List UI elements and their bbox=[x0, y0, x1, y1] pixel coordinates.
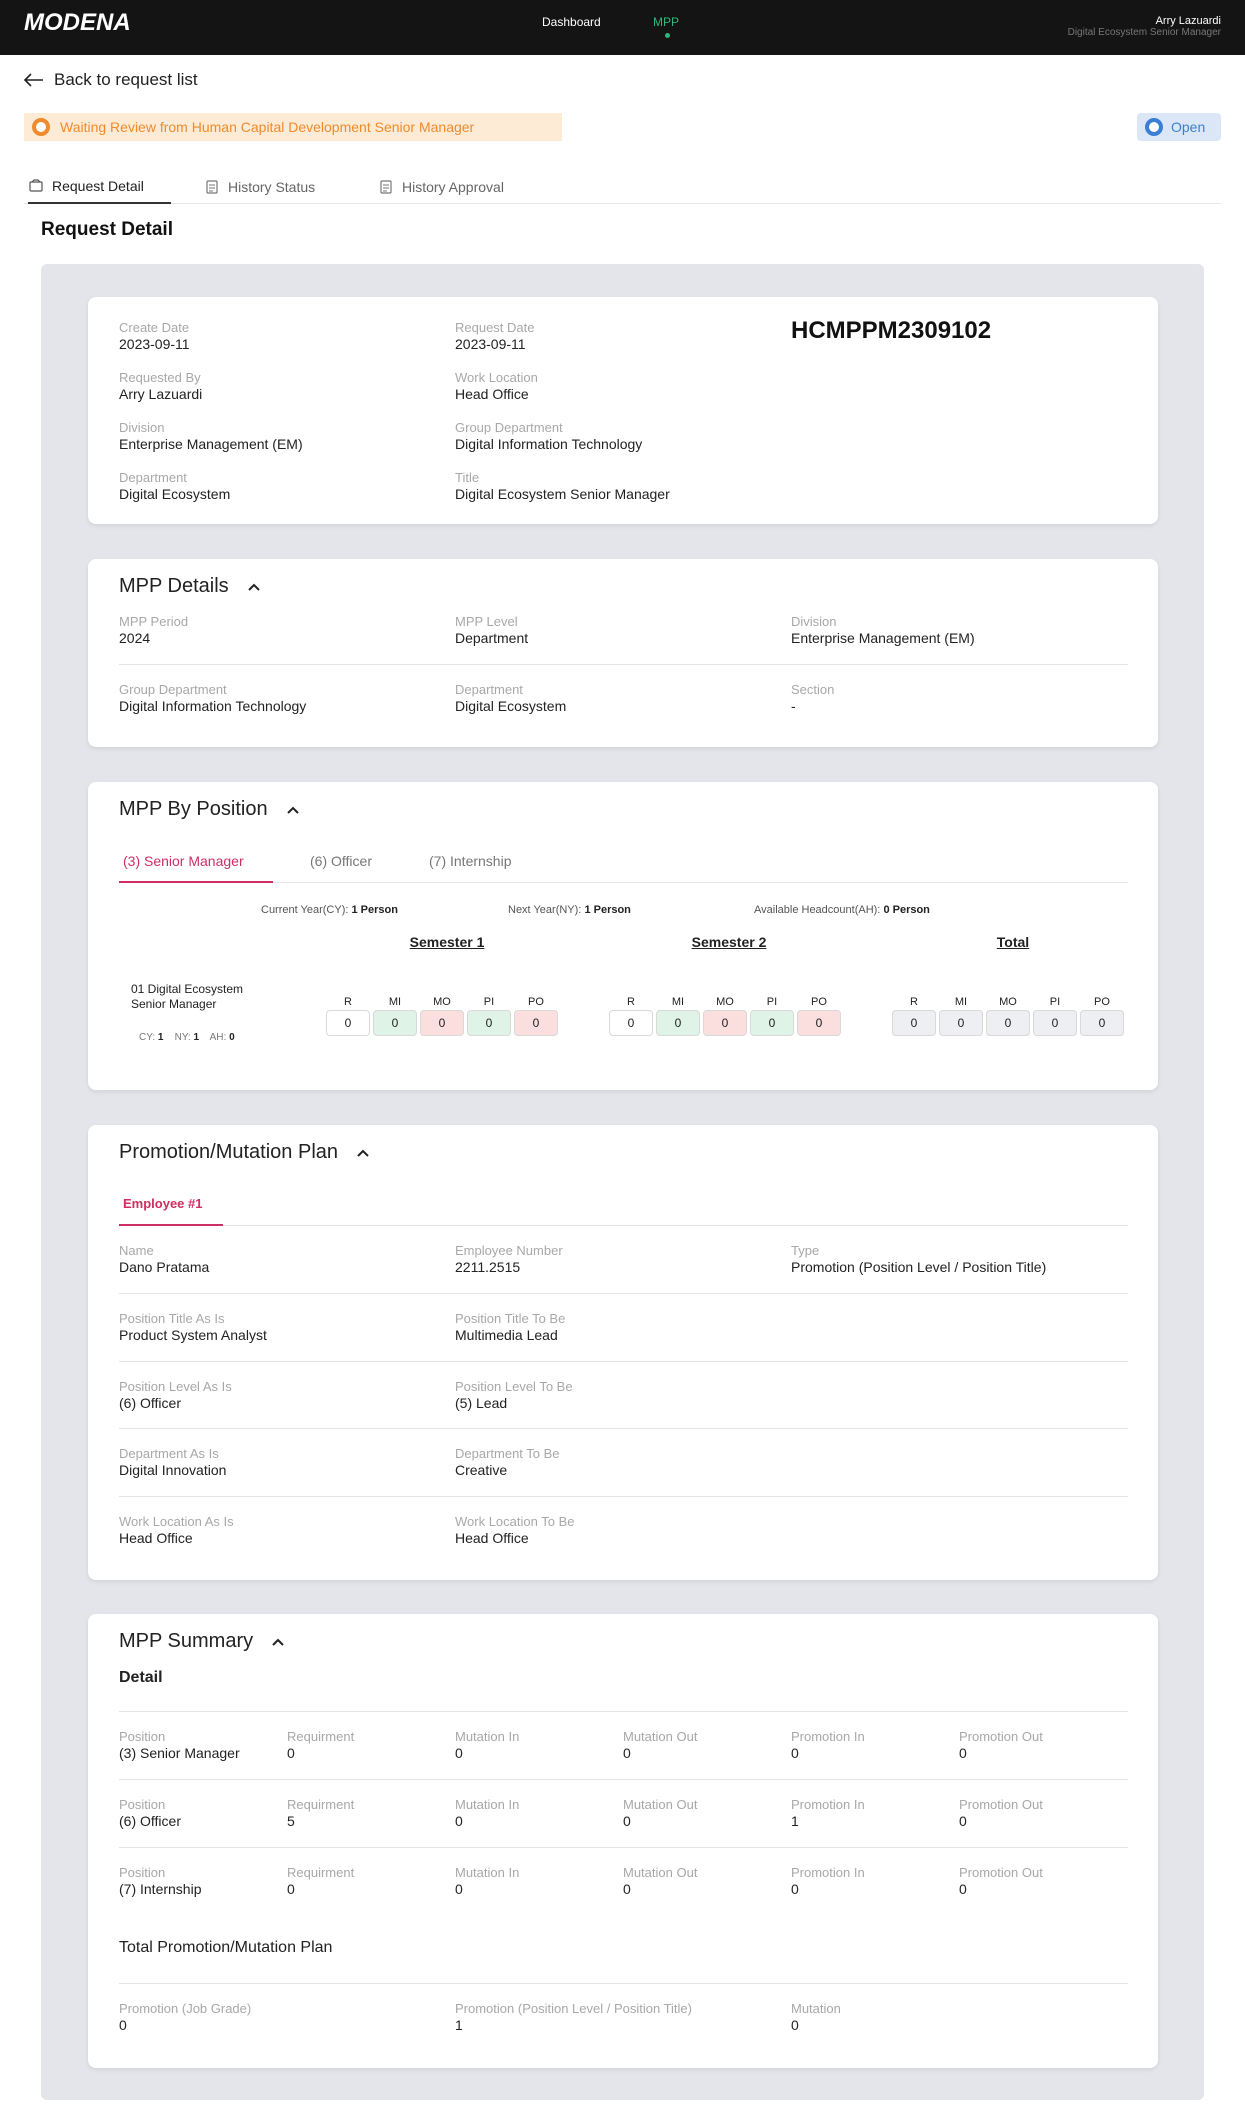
field-label: Position Title As Is bbox=[119, 1311, 225, 1326]
summary-value: 1 bbox=[791, 1813, 799, 1829]
field-label: Create Date bbox=[119, 320, 190, 335]
divider bbox=[119, 1779, 1128, 1780]
field-label: Group Department bbox=[455, 420, 563, 435]
available-headcount-summary: Available Headcount(AH): 0 Person bbox=[754, 904, 930, 916]
page-tabs bbox=[24, 170, 1221, 204]
back-label: Back to request list bbox=[54, 70, 198, 89]
field-label: Work Location To Be bbox=[455, 1514, 575, 1529]
chevron-up-icon[interactable] bbox=[271, 1635, 285, 1649]
tab-history-status[interactable] bbox=[204, 170, 315, 204]
summary-value: 0 bbox=[959, 1881, 967, 1897]
total-mi-cell: MI 0 bbox=[939, 996, 983, 1036]
user-role: Digital Ecosystem Senior Manager bbox=[1067, 27, 1221, 38]
field-value: Multimedia Lead bbox=[455, 1327, 558, 1343]
field-value: Head Office bbox=[119, 1530, 193, 1546]
request-info-card bbox=[88, 297, 1158, 524]
status-ring-icon bbox=[32, 118, 50, 136]
sem2-mi-cell: MI 0 bbox=[656, 996, 700, 1036]
summary-label: Mutation In bbox=[455, 1865, 520, 1880]
divider bbox=[119, 664, 1128, 665]
tab-officer[interactable]: (6) Officer bbox=[310, 853, 372, 869]
summary-label: Promotion In bbox=[791, 1729, 865, 1744]
summary-value: (7) Internship bbox=[119, 1881, 202, 1897]
field-label: Position Level To Be bbox=[455, 1379, 573, 1394]
mpp-details-card bbox=[88, 559, 1158, 747]
chevron-up-icon[interactable] bbox=[286, 803, 300, 817]
field-label: Division bbox=[791, 614, 837, 629]
sem1-mo-cell: MO 0 bbox=[420, 996, 464, 1036]
divider bbox=[119, 1225, 1128, 1226]
nav-dashboard[interactable]: Dashboard bbox=[542, 15, 601, 29]
summary-value: 0 bbox=[455, 1745, 463, 1761]
field-value: Enterprise Management (EM) bbox=[119, 436, 303, 452]
tab-request-detail[interactable] bbox=[28, 170, 171, 204]
field-label: Title bbox=[455, 470, 480, 485]
field-label: Section bbox=[791, 682, 835, 697]
banner-text: Waiting Review from Human Capital Development Senior Manager bbox=[60, 119, 475, 135]
sem1-r-cell: R 0 bbox=[326, 996, 370, 1036]
field-value: Head Office bbox=[455, 386, 529, 402]
tab-employee-1[interactable]: Employee #1 bbox=[123, 1196, 203, 1211]
field-label: Department bbox=[119, 470, 187, 485]
field-label: Position Title To Be bbox=[455, 1311, 566, 1326]
field-value: Digital Ecosystem bbox=[119, 486, 231, 502]
field-label: Department To Be bbox=[455, 1446, 560, 1461]
field-label: Division bbox=[119, 420, 165, 435]
divider bbox=[119, 1428, 1128, 1429]
field-value: Department bbox=[455, 630, 529, 646]
summary-label: Mutation In bbox=[455, 1797, 520, 1812]
total-header: Total bbox=[996, 934, 1030, 950]
semester-1-header: Semester 1 bbox=[409, 934, 485, 950]
summary-value: 5 bbox=[287, 1813, 295, 1829]
field-label: Group Department bbox=[119, 682, 227, 697]
field-value: 2023-09-11 bbox=[119, 336, 190, 352]
position-meta: CY: 1 NY: 1 AH: 0 bbox=[139, 1032, 235, 1043]
sem2-po-cell: PO 0 bbox=[797, 996, 841, 1036]
summary-label: Requirment bbox=[287, 1797, 355, 1812]
total-value: 0 bbox=[791, 2017, 799, 2033]
section-title: MPP Details bbox=[119, 575, 229, 597]
tab-internship[interactable]: (7) Internship bbox=[429, 853, 512, 869]
field-value: Enterprise Management (EM) bbox=[791, 630, 975, 646]
detail-heading: Detail bbox=[119, 1669, 163, 1686]
total-value: 0 bbox=[119, 2017, 127, 2033]
field-value: 2024 bbox=[119, 630, 151, 646]
mpp-details-header[interactable] bbox=[119, 575, 261, 598]
summary-label: Position bbox=[119, 1797, 166, 1812]
summary-label: Promotion Out bbox=[959, 1865, 1043, 1880]
summary-label: Mutation Out bbox=[623, 1797, 698, 1812]
svg-text:MODENA: MODENA bbox=[24, 10, 131, 34]
field-label: Employee Number bbox=[455, 1243, 563, 1258]
total-label: Mutation bbox=[791, 2001, 841, 2016]
summary-value: 0 bbox=[959, 1813, 967, 1829]
chevron-up-icon[interactable] bbox=[356, 1146, 370, 1160]
tab-history-approval[interactable] bbox=[378, 170, 504, 204]
back-to-request-list-link[interactable] bbox=[24, 70, 198, 90]
tab-senior-manager[interactable]: (3) Senior Manager bbox=[123, 853, 244, 869]
page-title: Request Detail bbox=[41, 219, 173, 240]
field-value: 2211.2515 bbox=[455, 1259, 521, 1275]
current-year-summary: Current Year(CY): 1 Person bbox=[261, 904, 398, 916]
field-value: (6) Officer bbox=[119, 1395, 181, 1411]
request-id: HCMPPM2309102 bbox=[791, 317, 992, 344]
history-icon bbox=[204, 179, 220, 195]
divider bbox=[119, 1361, 1128, 1362]
mpp-by-position-header[interactable] bbox=[119, 798, 300, 821]
summary-value: 0 bbox=[623, 1813, 631, 1829]
document-icon bbox=[28, 178, 44, 194]
history-icon bbox=[378, 179, 394, 195]
divider bbox=[119, 1711, 1128, 1712]
divider bbox=[119, 1496, 1128, 1497]
summary-value: 0 bbox=[287, 1745, 295, 1761]
status-ring-icon bbox=[1145, 118, 1163, 136]
summary-value: 0 bbox=[455, 1881, 463, 1897]
active-tab-underline bbox=[119, 881, 273, 883]
semester-2-header: Semester 2 bbox=[691, 934, 767, 950]
active-nav-indicator bbox=[665, 33, 670, 38]
field-value: 2023-09-11 bbox=[455, 336, 526, 352]
field-value: Product System Analyst bbox=[119, 1327, 267, 1343]
mpp-summary-header[interactable] bbox=[119, 1630, 285, 1653]
total-mo-cell: MO 0 bbox=[986, 996, 1030, 1036]
field-value: Digital Information Technology bbox=[119, 698, 307, 714]
field-label: Request Date bbox=[455, 320, 535, 335]
sem1-mi-cell: MI 0 bbox=[373, 996, 417, 1036]
status-text: Open bbox=[1171, 119, 1206, 135]
total-r-cell: R 0 bbox=[892, 996, 936, 1036]
field-label: Department As Is bbox=[119, 1446, 219, 1461]
field-value: Head Office bbox=[455, 1530, 529, 1546]
total-label: Promotion (Position Level / Position Title) bbox=[455, 2001, 692, 2016]
promotion-mutation-header[interactable] bbox=[119, 1141, 370, 1164]
sem1-pi-cell: PI 0 bbox=[467, 996, 511, 1036]
field-label: Type bbox=[791, 1243, 820, 1258]
field-value: Dano Pratama bbox=[119, 1259, 210, 1275]
total-po-cell: PO 0 bbox=[1080, 996, 1124, 1036]
sem2-mo-cell: MO 0 bbox=[703, 996, 747, 1036]
field-label: MPP Period bbox=[119, 614, 189, 629]
summary-value: 0 bbox=[623, 1745, 631, 1761]
field-value: Digital Ecosystem Senior Manager bbox=[455, 486, 670, 502]
field-label: Work Location As Is bbox=[119, 1514, 234, 1529]
field-label: Department bbox=[455, 682, 523, 697]
chevron-up-icon[interactable] bbox=[247, 580, 261, 594]
divider bbox=[119, 1847, 1128, 1848]
sem2-pi-cell: PI 0 bbox=[750, 996, 794, 1036]
section-title: MPP By Position bbox=[119, 798, 268, 820]
review-status-banner bbox=[24, 113, 562, 141]
summary-label: Promotion Out bbox=[959, 1729, 1043, 1744]
mpp-summary-card bbox=[88, 1614, 1158, 2068]
field-value: Digital Ecosystem bbox=[455, 698, 567, 714]
summary-value: 0 bbox=[791, 1881, 799, 1897]
summary-label: Promotion In bbox=[791, 1797, 865, 1812]
summary-value: 0 bbox=[455, 1813, 463, 1829]
summary-value: 0 bbox=[287, 1881, 295, 1897]
summary-value: 0 bbox=[623, 1881, 631, 1897]
tab-label: Request Detail bbox=[52, 178, 144, 194]
arrow-left-icon bbox=[24, 73, 44, 87]
position-name: 01 Digital Ecosystem Senior Manager bbox=[131, 982, 244, 1011]
user-name[interactable]: Arry Lazuardi bbox=[1155, 15, 1221, 27]
field-label: Position Level As Is bbox=[119, 1379, 232, 1394]
total-plan-heading: Total Promotion/Mutation Plan bbox=[119, 1939, 333, 1956]
divider bbox=[119, 1983, 1128, 1984]
promotion-mutation-card bbox=[88, 1125, 1158, 1580]
summary-label: Promotion Out bbox=[959, 1797, 1043, 1812]
summary-label: Requirment bbox=[287, 1865, 355, 1880]
summary-value: (6) Officer bbox=[119, 1813, 181, 1829]
total-value: 1 bbox=[455, 2017, 463, 2033]
tab-label: History Approval bbox=[402, 179, 504, 195]
field-label: MPP Level bbox=[455, 614, 518, 629]
summary-value: (3) Senior Manager bbox=[119, 1745, 240, 1761]
field-value: - bbox=[791, 698, 796, 714]
next-year-summary: Next Year(NY): 1 Person bbox=[508, 904, 631, 916]
field-label: Work Location bbox=[455, 370, 538, 385]
active-tab-underline bbox=[119, 1224, 223, 1226]
mpp-by-position-card bbox=[88, 782, 1158, 1090]
summary-label: Mutation Out bbox=[623, 1865, 698, 1880]
field-value: Digital Innovation bbox=[119, 1462, 227, 1478]
summary-value: 0 bbox=[791, 1745, 799, 1761]
section-title: MPP Summary bbox=[119, 1630, 254, 1652]
field-value: Promotion (Position Level / Position Title) bbox=[791, 1259, 1047, 1275]
field-value: Digital Information Technology bbox=[455, 436, 643, 452]
field-value: (5) Lead bbox=[455, 1395, 508, 1411]
summary-value: 0 bbox=[959, 1745, 967, 1761]
tab-label: History Status bbox=[228, 179, 316, 195]
summary-label: Position bbox=[119, 1865, 166, 1880]
section-title: Promotion/Mutation Plan bbox=[119, 1141, 339, 1163]
summary-label: Requirment bbox=[287, 1729, 355, 1744]
field-value: Creative bbox=[455, 1462, 508, 1478]
summary-label: Mutation Out bbox=[623, 1729, 698, 1744]
sem2-r-cell: R 0 bbox=[609, 996, 653, 1036]
sem1-po-cell: PO 0 bbox=[514, 996, 558, 1036]
brand-logo[interactable] bbox=[24, 10, 194, 34]
top-navbar bbox=[0, 0, 1245, 55]
divider bbox=[119, 1293, 1128, 1294]
field-label: Requested By bbox=[119, 370, 201, 385]
status-badge bbox=[1137, 113, 1221, 141]
summary-label: Position bbox=[119, 1729, 166, 1744]
summary-label: Promotion In bbox=[791, 1865, 865, 1880]
field-value: Arry Lazuardi bbox=[119, 386, 203, 402]
field-label: Name bbox=[119, 1243, 154, 1258]
nav-mpp[interactable]: MPP bbox=[653, 15, 680, 29]
summary-label: Mutation In bbox=[455, 1729, 520, 1744]
total-label: Promotion (Job Grade) bbox=[119, 2001, 252, 2016]
total-pi-cell: PI 0 bbox=[1033, 996, 1077, 1036]
